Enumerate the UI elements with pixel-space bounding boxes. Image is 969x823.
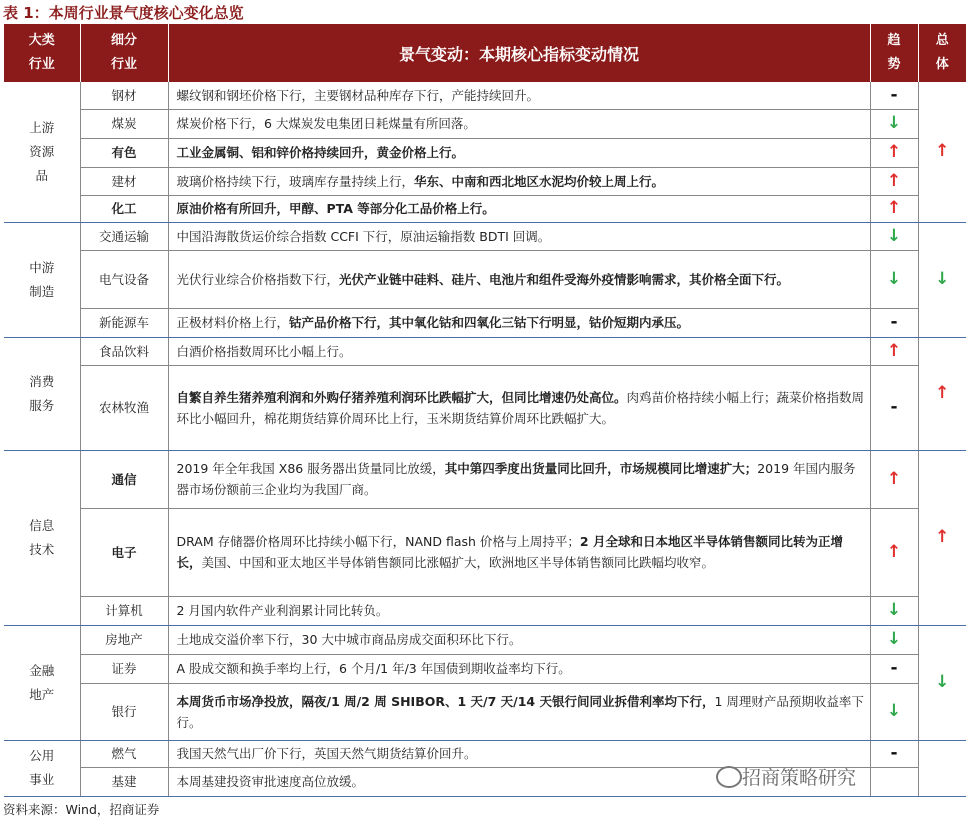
subindustry-cell: 建材	[80, 167, 168, 195]
description-segment: 原油价格有所回升，甲醇、PTA 等部分化工品价格上行。	[176, 201, 495, 216]
trend-cell	[870, 308, 918, 337]
arrow-down-icon: ↓	[886, 225, 902, 246]
description-segment: A 股成交额和换手率均上行，6 个月/1 年/3 年国债到期收益率均下行。	[176, 661, 571, 676]
description-segment: 2019 年国内服务器市场份额前三企业均为我国厂商。	[176, 461, 856, 497]
trend-cell	[870, 625, 918, 654]
table-row	[4, 683, 966, 740]
trend-cell	[870, 222, 918, 250]
table-header-row	[4, 24, 966, 82]
trend-cell	[870, 337, 918, 365]
description-segment: 华东、中南和西北地区水泥均价较上周上行。	[414, 173, 665, 189]
dash-icon: -	[890, 312, 898, 332]
subindustry-cell: 计算机	[80, 596, 168, 625]
subindustry-cell: 房地产	[80, 625, 168, 654]
description-segment: 光伏行业综合价格指数下行，	[176, 271, 340, 287]
description-cell	[168, 82, 870, 109]
table-row	[4, 308, 966, 337]
trend-cell	[870, 654, 918, 683]
description-segment: 肉鸡苗价格持续小幅上行；蔬菜价格指数周环比小幅回升，棉花期货结算价周环比上行，玉米期货结算价周环比跌幅扩大。	[176, 389, 865, 426]
description-segment: 土地成交溢价率下行，30 大中城市商品房成交面积环比下行。	[176, 632, 522, 647]
description-segment: 自繁自养生猪养殖利润和外购仔猪养殖利润环比跌幅扩大，但同比增速仍处高位。	[176, 389, 627, 405]
arrow-down-icon: ↓	[886, 113, 902, 133]
trend-cell	[870, 195, 918, 222]
description-segment: DRAM 存储器价格周环比持续小幅下行，NAND flash 价格与上周持平；	[176, 534, 580, 549]
overall-cell	[918, 450, 966, 625]
trend-cell	[870, 109, 918, 138]
table-row	[4, 195, 966, 222]
category-cell: 上游 资源 品	[4, 82, 80, 222]
description-cell	[168, 138, 870, 167]
description-segment: 其中第四季度出货量同比回升，市场规模同比增速扩大；	[444, 461, 758, 476]
table-row	[4, 222, 966, 250]
table-row	[4, 596, 966, 625]
description-segment: 本周货币市场净投放，隔夜/1 周/2 周 SHIBOR、1 天/7 天/14 天银行间同业拆借利率均下行，	[176, 693, 715, 709]
table-row	[4, 450, 966, 508]
overall-cell	[918, 222, 966, 337]
arrow-up-icon: ↑	[886, 198, 902, 218]
description-cell	[168, 167, 870, 195]
arrow-down-icon: ↓	[886, 268, 902, 289]
subindustry-cell: 钢材	[80, 82, 168, 109]
trend-cell	[870, 508, 918, 596]
category-cell: 信息 技术	[4, 450, 80, 625]
table-row	[4, 625, 966, 654]
subindustry-cell: 农林牧渔	[80, 365, 168, 450]
subindustry-cell: 新能源车	[80, 308, 168, 337]
industry-table	[4, 24, 966, 797]
description-segment: 螺纹钢和钢坯价格下行，主要钢材品种库存下行，产能持续回升。	[176, 87, 540, 103]
description-cell	[168, 195, 870, 222]
trend-cell	[870, 596, 918, 625]
subindustry-cell: 燃气	[80, 740, 168, 767]
table-row	[4, 109, 966, 138]
trend-cell	[870, 767, 918, 796]
header-category: 大类 行业	[4, 24, 80, 82]
overall-cell	[918, 740, 966, 796]
trend-cell	[870, 683, 918, 740]
description-cell	[168, 222, 870, 250]
dash-icon: -	[890, 84, 898, 105]
subindustry-cell: 交通运输	[80, 222, 168, 250]
subindustry-cell: 化工	[80, 195, 168, 222]
category-cell: 公用 事业	[4, 740, 80, 796]
description-cell	[168, 596, 870, 625]
table-row	[4, 508, 966, 596]
table-row	[4, 250, 966, 308]
description-segment: 美国、中国和亚太地区半导体销售额同比涨幅扩大，欧洲地区半导体销售额同比跌幅均收窄。	[201, 555, 715, 570]
trend-cell	[870, 82, 918, 109]
description-segment: 白酒价格指数周环比小幅上行。	[176, 343, 352, 359]
description-segment: 2 月国内软件产业利润累计同比转负。	[176, 603, 389, 618]
description-segment: 1 周理财产品预期收益率下行。	[176, 693, 864, 730]
arrow-up-icon: ↑	[886, 541, 902, 562]
description-segment: 我国天然气出厂价下行，英国天然气期货结算价回升。	[176, 746, 477, 761]
table-row	[4, 654, 966, 683]
arrow-up-icon: ↑	[886, 340, 902, 361]
description-cell	[168, 250, 870, 308]
table-body	[4, 82, 966, 796]
trend-cell	[870, 450, 918, 508]
dash-icon: -	[890, 397, 898, 417]
description-segment: 2 月全球和日本地区半导体销售额同比转为正增长，	[176, 534, 843, 570]
description-cell	[168, 450, 870, 508]
table-row	[4, 167, 966, 195]
overall-cell	[918, 82, 966, 222]
overall-cell	[918, 625, 966, 740]
arrow-up-icon: ↑	[886, 170, 902, 191]
description-segment: 2019 年全年我国 X86 服务器出货量同比放缓，	[176, 461, 445, 476]
subindustry-cell: 基建	[80, 767, 168, 796]
subindustry-cell: 有色	[80, 138, 168, 167]
description-segment: 钴产品价格下行，其中氧化钴和四氧化三钴下行明显，钴价短期内承压。	[289, 315, 690, 330]
header-description: 景气变动：本期核心指标变动情况	[168, 24, 870, 82]
table-row	[4, 138, 966, 167]
table-row	[4, 337, 966, 365]
arrow-up-icon: ↑	[935, 527, 950, 547]
subindustry-cell: 食品饮料	[80, 337, 168, 365]
description-segment: 煤炭价格下行，6 大煤炭发电集团日耗煤量有所回落。	[176, 116, 476, 131]
description-segment: 玻璃价格持续下行，玻璃库存量持续上行，	[176, 173, 415, 189]
subindustry-cell: 通信	[80, 450, 168, 508]
header-subindustry: 细分 行业	[80, 24, 168, 82]
table-row	[4, 365, 966, 450]
arrow-down-icon: ↓	[886, 600, 902, 620]
description-cell	[168, 109, 870, 138]
subindustry-cell: 证券	[80, 654, 168, 683]
description-cell	[168, 508, 870, 596]
dash-icon: -	[890, 658, 898, 678]
arrow-up-icon: ↑	[886, 142, 902, 162]
description-cell	[168, 308, 870, 337]
trend-cell	[870, 167, 918, 195]
source-note: 资料来源：Wind，招商证券	[3, 802, 160, 817]
wechat-icon	[716, 766, 742, 788]
arrow-down-icon: ↓	[935, 672, 950, 692]
description-cell	[168, 683, 870, 740]
subindustry-cell: 电气设备	[80, 250, 168, 308]
trend-cell	[870, 138, 918, 167]
header-trend: 趋 势	[870, 24, 918, 82]
arrow-up-icon: ↑	[935, 383, 950, 403]
description-cell	[168, 337, 870, 365]
arrow-up-icon: ↑	[935, 141, 950, 162]
overall-cell	[918, 337, 966, 450]
table-row	[4, 82, 966, 109]
table-title: 表 1：本周行业景气度核心变化总览	[3, 4, 244, 22]
description-cell	[168, 365, 870, 450]
category-cell: 中游 制造	[4, 222, 80, 337]
description-segment: 中国沿海散货运价综合指数 CCFI 下行，原油运输指数 BDTI 回调。	[176, 228, 551, 244]
trend-cell	[870, 250, 918, 308]
description-cell	[168, 654, 870, 683]
description-segment: 本周基建投资审批速度高位放缓。	[176, 774, 365, 789]
description-segment: 工业金属铜、铝和锌价格持续回升，黄金价格上行。	[176, 145, 465, 160]
subindustry-cell: 煤炭	[80, 109, 168, 138]
header-overall: 总 体	[918, 24, 966, 82]
description-segment: 光伏产业链中硅料、硅片、电池片和组件受海外疫情影响需求，其价格全面下行。	[339, 271, 790, 287]
arrow-up-icon: ↑	[886, 468, 902, 489]
category-cell: 金融 地产	[4, 625, 80, 740]
arrow-down-icon: ↓	[886, 701, 902, 721]
trend-cell	[870, 365, 918, 450]
description-segment: 正极材料价格上行，	[176, 315, 290, 330]
arrow-down-icon: ↓	[886, 629, 902, 649]
arrow-down-icon: ↓	[935, 269, 950, 289]
subindustry-cell: 银行	[80, 683, 168, 740]
dash-icon: -	[890, 743, 898, 763]
description-cell	[168, 625, 870, 654]
watermark: 招商策略研究	[742, 767, 857, 789]
category-cell: 消费 服务	[4, 337, 80, 450]
subindustry-cell: 电子	[80, 508, 168, 596]
trend-cell	[870, 740, 918, 767]
